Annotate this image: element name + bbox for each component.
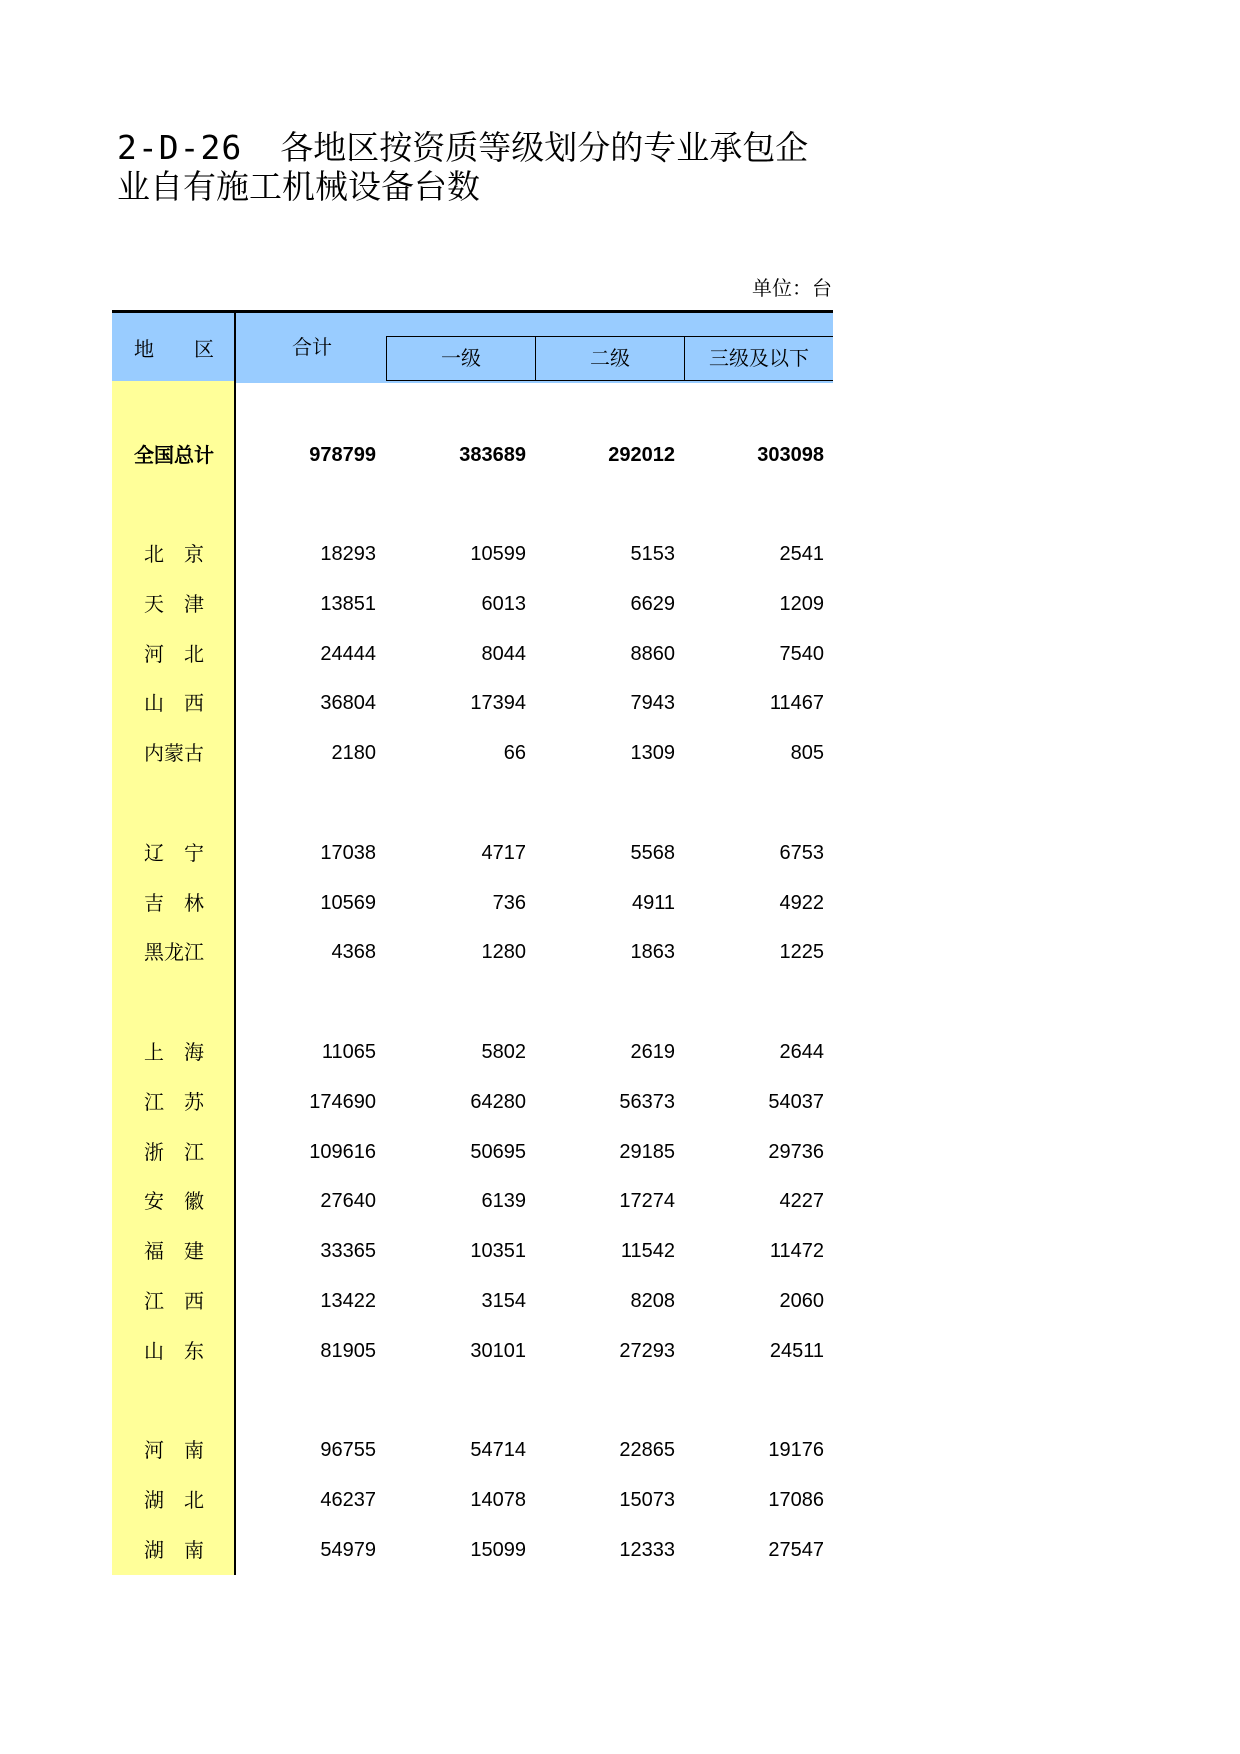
region-name: 福建 bbox=[144, 1239, 224, 1263]
cell-total: 33365 bbox=[320, 1240, 376, 1262]
region-name: 黑龙江 bbox=[144, 940, 204, 964]
cell-level-1: 3154 bbox=[481, 1290, 526, 1312]
region-name: 山西 bbox=[144, 691, 224, 715]
cell-level-3: 24511 bbox=[769, 1340, 824, 1362]
table-row bbox=[112, 688, 833, 718]
cell-total: 4368 bbox=[331, 941, 376, 963]
cell-level-2: 6629 bbox=[630, 593, 675, 615]
table-code: 2-D-26 bbox=[117, 128, 243, 167]
cell-level-2: 12333 bbox=[619, 1539, 675, 1561]
table-row-national-total bbox=[112, 440, 833, 470]
cell-level-2: 8208 bbox=[630, 1290, 675, 1312]
cell-level-3: 4227 bbox=[779, 1190, 824, 1212]
region-name: 吉林 bbox=[144, 891, 224, 915]
cell-total: 13422 bbox=[320, 1290, 376, 1312]
header-total-label: 合计 bbox=[292, 335, 332, 359]
cell-level-1: 64280 bbox=[470, 1091, 526, 1113]
table-row bbox=[112, 1186, 833, 1216]
cell-level-2: 7943 bbox=[630, 692, 675, 714]
table-row bbox=[112, 937, 833, 967]
cell-level-3: 1209 bbox=[779, 593, 824, 615]
region-name: 浙江 bbox=[144, 1140, 224, 1164]
cell-level-1: 50695 bbox=[470, 1141, 526, 1163]
cell-level-3: 11472 bbox=[769, 1240, 824, 1262]
cell-level-3: 54037 bbox=[768, 1091, 824, 1113]
cell-level-1: 383689 bbox=[459, 444, 526, 466]
cell-total: 10569 bbox=[320, 892, 376, 914]
cell-level-3: 29736 bbox=[768, 1141, 824, 1163]
cell-level-2: 29185 bbox=[619, 1141, 675, 1163]
header-total bbox=[236, 313, 386, 381]
cell-level-2: 17274 bbox=[619, 1190, 675, 1212]
cell-level-3: 2060 bbox=[779, 1290, 824, 1312]
cell-level-2: 2619 bbox=[630, 1041, 675, 1063]
region-name: 江西 bbox=[144, 1289, 224, 1313]
cell-total: 46237 bbox=[320, 1489, 376, 1511]
region-name: 北京 bbox=[144, 542, 224, 566]
cell-level-3: 1225 bbox=[779, 941, 824, 963]
cell-total: 109616 bbox=[309, 1141, 376, 1163]
cell-level-2: 5568 bbox=[630, 842, 675, 864]
cell-total: 36804 bbox=[320, 692, 376, 714]
table-row bbox=[112, 1485, 833, 1515]
header-region-char-2: 区 bbox=[194, 337, 214, 361]
cell-level-3: 17086 bbox=[768, 1489, 824, 1511]
cell-total: 81905 bbox=[320, 1340, 376, 1362]
cell-level-3: 2541 bbox=[779, 543, 824, 565]
cell-total: 24444 bbox=[320, 643, 376, 665]
cell-level-3: 7540 bbox=[779, 643, 824, 665]
region-name: 河南 bbox=[144, 1438, 224, 1462]
table-row bbox=[112, 1087, 833, 1117]
table-row bbox=[112, 838, 833, 868]
cell-level-3: 6753 bbox=[779, 842, 824, 864]
table-row bbox=[112, 539, 833, 569]
region-name: 山东 bbox=[144, 1339, 224, 1363]
region-name: 湖北 bbox=[144, 1488, 224, 1512]
cell-level-1: 1280 bbox=[481, 941, 526, 963]
cell-level-1: 66 bbox=[503, 742, 526, 764]
table-row bbox=[112, 1236, 833, 1266]
cell-level-1: 8044 bbox=[481, 643, 526, 665]
table-row bbox=[112, 1037, 833, 1067]
cell-level-2: 1309 bbox=[630, 742, 675, 764]
cell-level-2: 22865 bbox=[619, 1439, 675, 1461]
cell-total: 11065 bbox=[321, 1041, 376, 1063]
cell-level-1: 54714 bbox=[470, 1439, 526, 1461]
region-name: 江苏 bbox=[144, 1090, 224, 1114]
cell-level-1: 6013 bbox=[481, 593, 526, 615]
cell-total: 13851 bbox=[320, 593, 376, 615]
cell-level-2: 27293 bbox=[619, 1340, 675, 1362]
table-row bbox=[112, 738, 833, 768]
header-level-1: 一级 bbox=[386, 336, 535, 381]
header-region-char-1: 地 bbox=[134, 337, 154, 361]
table-row bbox=[112, 1286, 833, 1316]
cell-level-2: 15073 bbox=[619, 1489, 675, 1511]
cell-total: 17038 bbox=[320, 842, 376, 864]
header-region bbox=[112, 313, 236, 381]
table-title: 各地区按资质等级划分的专业承包企业自有施工机械设备台数 bbox=[117, 128, 809, 206]
region-name: 全国总计 bbox=[134, 443, 214, 467]
cell-level-3: 2644 bbox=[779, 1041, 824, 1063]
region-name: 河北 bbox=[144, 642, 224, 666]
cell-level-2: 5153 bbox=[630, 543, 675, 565]
cell-level-1: 6139 bbox=[481, 1190, 526, 1212]
cell-level-3: 4922 bbox=[779, 892, 824, 914]
region-name: 上海 bbox=[144, 1040, 224, 1064]
table-row bbox=[112, 1137, 833, 1167]
cell-total: 54979 bbox=[320, 1539, 376, 1561]
cell-level-2: 11542 bbox=[620, 1240, 675, 1262]
cell-level-1: 17394 bbox=[470, 692, 526, 714]
region-name: 天津 bbox=[144, 592, 224, 616]
unit-label: 单位：台 bbox=[752, 276, 832, 300]
cell-level-2: 1863 bbox=[630, 941, 675, 963]
cell-level-3: 303098 bbox=[757, 444, 824, 466]
cell-level-1: 30101 bbox=[470, 1340, 526, 1362]
table-row bbox=[112, 1336, 833, 1366]
cell-level-1: 4717 bbox=[481, 842, 526, 864]
cell-level-2: 8860 bbox=[630, 643, 675, 665]
cell-level-1: 10351 bbox=[470, 1240, 526, 1262]
table-row bbox=[112, 589, 833, 619]
table-row bbox=[112, 639, 833, 669]
cell-level-3: 11467 bbox=[769, 692, 824, 714]
cell-level-3: 805 bbox=[790, 742, 824, 764]
cell-level-3: 19176 bbox=[768, 1439, 824, 1461]
cell-level-1: 10599 bbox=[470, 543, 526, 565]
cell-level-2: 292012 bbox=[608, 444, 675, 466]
cell-level-1: 5802 bbox=[481, 1041, 526, 1063]
cell-total: 2180 bbox=[331, 742, 376, 764]
table-row bbox=[112, 888, 833, 918]
region-name: 内蒙古 bbox=[144, 741, 204, 765]
page-title bbox=[117, 128, 837, 206]
table-row bbox=[112, 1535, 833, 1565]
cell-total: 96755 bbox=[320, 1439, 376, 1461]
cell-level-1: 736 bbox=[492, 892, 526, 914]
header-level-2: 二级 bbox=[535, 336, 684, 381]
cell-level-3: 27547 bbox=[768, 1539, 824, 1561]
cell-total: 27640 bbox=[320, 1190, 376, 1212]
cell-total: 978799 bbox=[309, 444, 376, 466]
region-name: 辽宁 bbox=[144, 841, 224, 865]
region-name: 湖南 bbox=[144, 1538, 224, 1562]
region-name: 安徽 bbox=[144, 1189, 224, 1213]
cell-level-1: 15099 bbox=[470, 1539, 526, 1561]
cell-level-2: 56373 bbox=[619, 1091, 675, 1113]
cell-level-2: 4911 bbox=[631, 892, 675, 914]
cell-total: 18293 bbox=[320, 543, 376, 565]
cell-level-1: 14078 bbox=[470, 1489, 526, 1511]
cell-total: 174690 bbox=[309, 1091, 376, 1113]
table-row bbox=[112, 1435, 833, 1465]
header-level-3: 三级及以下 bbox=[684, 336, 833, 381]
